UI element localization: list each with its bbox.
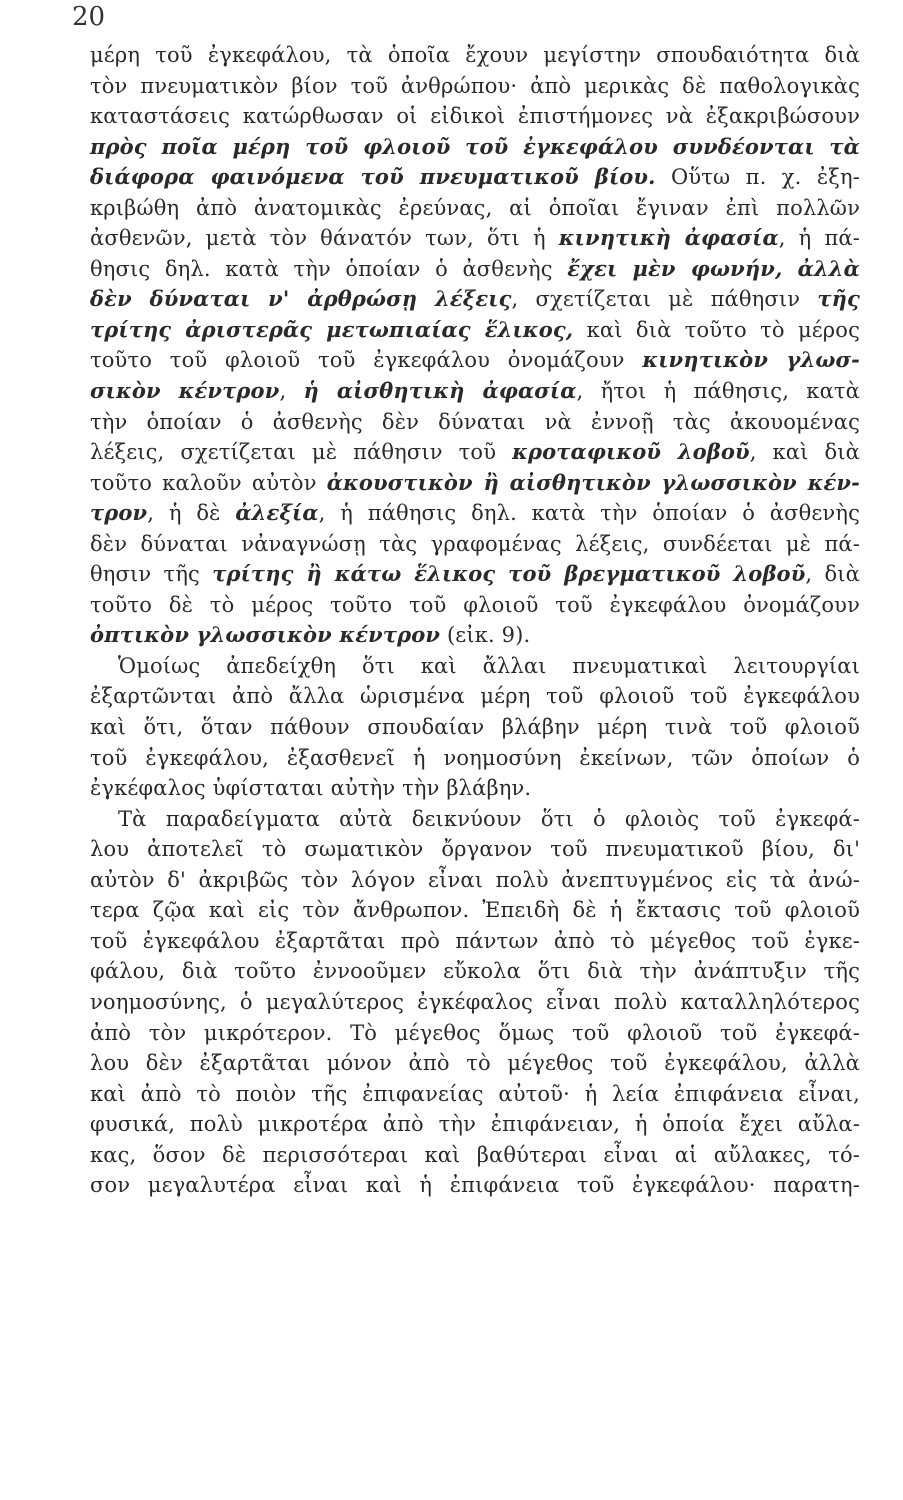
text-line (90, 132, 860, 163)
text-line (90, 1140, 860, 1171)
text-segment: , διὰ (805, 562, 860, 587)
text-segment: , ἡ πάθησις δηλ. κατὰ τὴν ὁποίαν ὁ ἀσθενὴς (318, 501, 860, 526)
text-segment: λου δὲν ἐξαρτᾶται μόνον ἀπὸ τὸ μέγεθος τοῦ ἐγκεφάλου, ἀλλὰ (90, 1051, 860, 1076)
emphasized-term: ὀπτικὸν γλωσσικὸν κέντρον (90, 622, 441, 648)
text-segment: καὶ ὅτι, ὅταν πάθουν σπουδαίαν βλάβην μέρη τινὰ τοῦ φλοιοῦ (90, 715, 860, 740)
text-segment: ἀπὸ τὸν μικρότερον. Τὸ μέγεθος ὅμως τοῦ φλοιοῦ τοῦ ἐγκεφά- (90, 1020, 860, 1045)
text-line (90, 315, 860, 346)
emphasized-term: διάφορα φαινόμενα τοῦ πνευματικοῦ βίου. (90, 164, 656, 190)
text-line (90, 956, 860, 987)
text-segment: τοῦ ἐγκεφάλου, ἐξασθενεῖ ἡ νοημοσύνη ἐκείνων, τῶν ὁποίων ὁ (90, 745, 860, 770)
text-line (90, 437, 860, 468)
text-line (90, 712, 860, 743)
text-line (90, 529, 860, 560)
text-line (90, 193, 860, 224)
emphasized-term: ἔχει μὲν φωνήν, ἀλλὰ (567, 255, 860, 281)
text-line (90, 865, 860, 896)
text-line (90, 895, 860, 926)
text-line (90, 559, 860, 590)
text-segment: τοῦτο τοῦ φλοιοῦ τοῦ ἐγκεφάλου ὀνομάζουν (90, 348, 643, 373)
text-segment: Ὁμοίως ἀπεδείχθη ὅτι καὶ ἄλλαι πνευματικαὶ λειτουργίαι (118, 653, 860, 678)
emphasized-term: ἡ αἰσθητικὴ ἀφασία (303, 378, 577, 404)
text-segment: , ἡ πά- (778, 226, 860, 251)
text-segment: σον μεγαλυτέρα εἶναι καὶ ἡ ἐπιφάνεια τοῦ ἐγκεφάλου· παρατη- (90, 1173, 860, 1198)
text-line (90, 468, 860, 499)
emphasized-term: τρίτης ἢ κάτω ἕλικος τοῦ βρεγματικοῦ λοβοῦ (212, 561, 806, 587)
text-segment: κριβώθη ἀπὸ ἀνατομικὰς ἐρεύνας, αἱ ὁποῖαι ἔγιναν ἐπὶ πολλῶν (90, 195, 860, 220)
emphasized-term: τῆς (817, 286, 860, 312)
text-line (90, 1079, 860, 1110)
text-line (90, 804, 860, 835)
text-segment: αὐτὸν δ' ἀκριβῶς τὸν λόγον εἶναι πολὺ ἀνεπτυγμένος εἰς τὰ ἀνώ- (90, 867, 860, 892)
text-segment: τὴν ὁποίαν ὁ ἀσθενὴς δὲν δύναται νὰ ἐννοῇ τὰς ἀκουομένας (90, 409, 860, 434)
text-line (90, 1018, 860, 1049)
text-line (90, 987, 860, 1018)
text-segment: τὸν πνευματικὸν βίον τοῦ ἀνθρώπου· ἀπὸ μερικὰς δὲ παθολογικὰς (90, 73, 860, 98)
text-segment: , καὶ διὰ (749, 440, 860, 465)
text-segment: , (279, 379, 304, 404)
text-line (90, 71, 860, 102)
text-segment: μέρη τοῦ ἐγκεφάλου, τὰ ὁποῖα ἔχουν μεγίστην σπουδαιότητα διὰ (90, 43, 860, 67)
text-line (90, 407, 860, 438)
page-number: 20 (72, 2, 106, 32)
text-line (90, 40, 860, 71)
text-line (90, 651, 860, 682)
text-line (90, 498, 860, 529)
text-line (90, 926, 860, 957)
text-line (90, 590, 860, 621)
emphasized-term: κροταφικοῦ λοβοῦ (512, 439, 750, 465)
text-segment: τερα ζῷα καὶ εἰς τὸν ἄνθρωπον. Ἐπειδὴ δὲ ἡ ἔκτασις τοῦ φλοιοῦ (90, 898, 860, 923)
text-segment: (εἰκ. 9). (440, 623, 531, 648)
text-segment: , ἤτοι ἡ πάθησις, κατὰ (576, 379, 860, 404)
text-line (90, 1109, 860, 1140)
text-segment: καὶ διὰ τοῦτο τὸ μέρος (573, 317, 860, 342)
text-segment: , ἡ δὲ (147, 501, 236, 526)
text-segment: καταστάσεις κατώρθωσαν οἱ εἰδικοὶ ἐπιστήμονες νὰ ἐξακριβώσουν (90, 104, 860, 129)
text-segment: τοῦτο καλοῦν αὐτὸν (90, 470, 327, 495)
emphasized-term: κινητικὸν γλωσ- (642, 347, 860, 373)
emphasized-term: πρὸς ποῖα μέρη τοῦ φλοιοῦ τοῦ ἐγκεφάλου συνδέονται τὰ (90, 133, 860, 159)
emphasized-term: τρίτης ἀριστερᾶς μετωπιαίας ἕλικος, (90, 316, 574, 342)
text-segment: φυσικά, πολὺ μικροτέρα ἀπὸ τὴν ἐπιφάνειαν, ἡ ὁποία ἔχει αὔλα- (90, 1112, 860, 1137)
text-segment: τοῦτο δὲ τὸ μέρος τοῦτο τοῦ φλοιοῦ τοῦ ἐγκεφάλου ὀνομάζουν (90, 592, 860, 617)
text-segment: ἀσθενῶν, μετὰ τὸν θάνατόν των, ὅτι ἡ (90, 226, 559, 251)
text-segment: λέξεις, σχετίζεται μὲ πάθησιν τοῦ (90, 440, 513, 465)
text-segment: τοῦ ἐγκεφάλου ἐξαρτᾶται πρὸ πάντων ἀπὸ τὸ μέγεθος τοῦ ἐγκε- (90, 928, 860, 953)
text-line (90, 1048, 860, 1079)
text-line (90, 101, 860, 132)
emphasized-term: τρον (90, 500, 148, 526)
text-line (90, 284, 860, 315)
text-segment: φάλου, διὰ τοῦτο ἐννοοῦμεν εὔκολα ὅτι διὰ τὴν ἀνάπτυξιν τῆς (90, 959, 860, 984)
emphasized-term: δὲν δύναται ν' ἀρθρώσῃ λέξεις (90, 286, 512, 312)
text-segment: ἐξαρτῶνται ἀπὸ ἄλλα ὡρισμένα μέρη τοῦ φλοιοῦ τοῦ ἐγκεφάλου (90, 684, 860, 709)
text-line (90, 773, 860, 804)
text-segment: δὲν δύναται νἀναγνώσῃ τὰς γραφομένας λέξεις, συνδέεται μὲ πά- (90, 531, 860, 556)
text-segment: , σχετίζεται μὲ πάθησιν (511, 287, 818, 312)
emphasized-term: ἀλεξία (235, 500, 319, 526)
text-line (90, 223, 860, 254)
text-segment: θησις δηλ. κατὰ τὴν ὁποίαν ὁ ἀσθενὴς (90, 256, 568, 281)
emphasized-term: κινητικὴ ἀφασία (558, 225, 779, 251)
text-line (90, 162, 860, 193)
emphasized-term: ἀκουστικὸν ἢ αἰσθητικὸν γλωσσικὸν κέν- (326, 469, 860, 495)
body-text (90, 40, 860, 1201)
emphasized-term: σικὸν κέντρον (90, 378, 280, 404)
text-line (90, 254, 860, 285)
text-segment: Οὕτω π. χ. ἐξη- (655, 165, 860, 190)
text-segment: θησιν τῆς (90, 562, 213, 587)
text-line (90, 376, 860, 407)
text-segment: νοημοσύνης, ὁ μεγαλύτερος ἐγκέφαλος εἶναι πολὺ καταλληλότερος (90, 989, 860, 1014)
text-line (90, 1170, 860, 1201)
text-line (90, 681, 860, 712)
text-segment: Τὰ παραδείγματα αὐτὰ δεικνύουν ὅτι ὁ φλοιὸς τοῦ ἐγκεφά- (118, 806, 860, 831)
text-segment: καὶ ἀπὸ τὸ ποιὸν τῆς ἐπιφανείας αὐτοῦ· ἡ λεία ἐπιφάνεια εἶναι, (90, 1081, 860, 1106)
text-segment: ἐγκέφαλος ὑφίσταται αὐτὴν τὴν βλάβην. (90, 776, 532, 801)
text-line (90, 620, 860, 651)
text-segment: λου ἀποτελεῖ τὸ σωματικὸν ὄργανον τοῦ πνευματικοῦ βίου, δι' (90, 837, 860, 862)
text-line (90, 834, 860, 865)
text-line (90, 743, 860, 774)
text-line (90, 345, 860, 376)
text-segment: κας, ὅσον δὲ περισσότεραι καὶ βαθύτεραι εἶναι αἱ αὔλακες, τό- (90, 1142, 860, 1167)
